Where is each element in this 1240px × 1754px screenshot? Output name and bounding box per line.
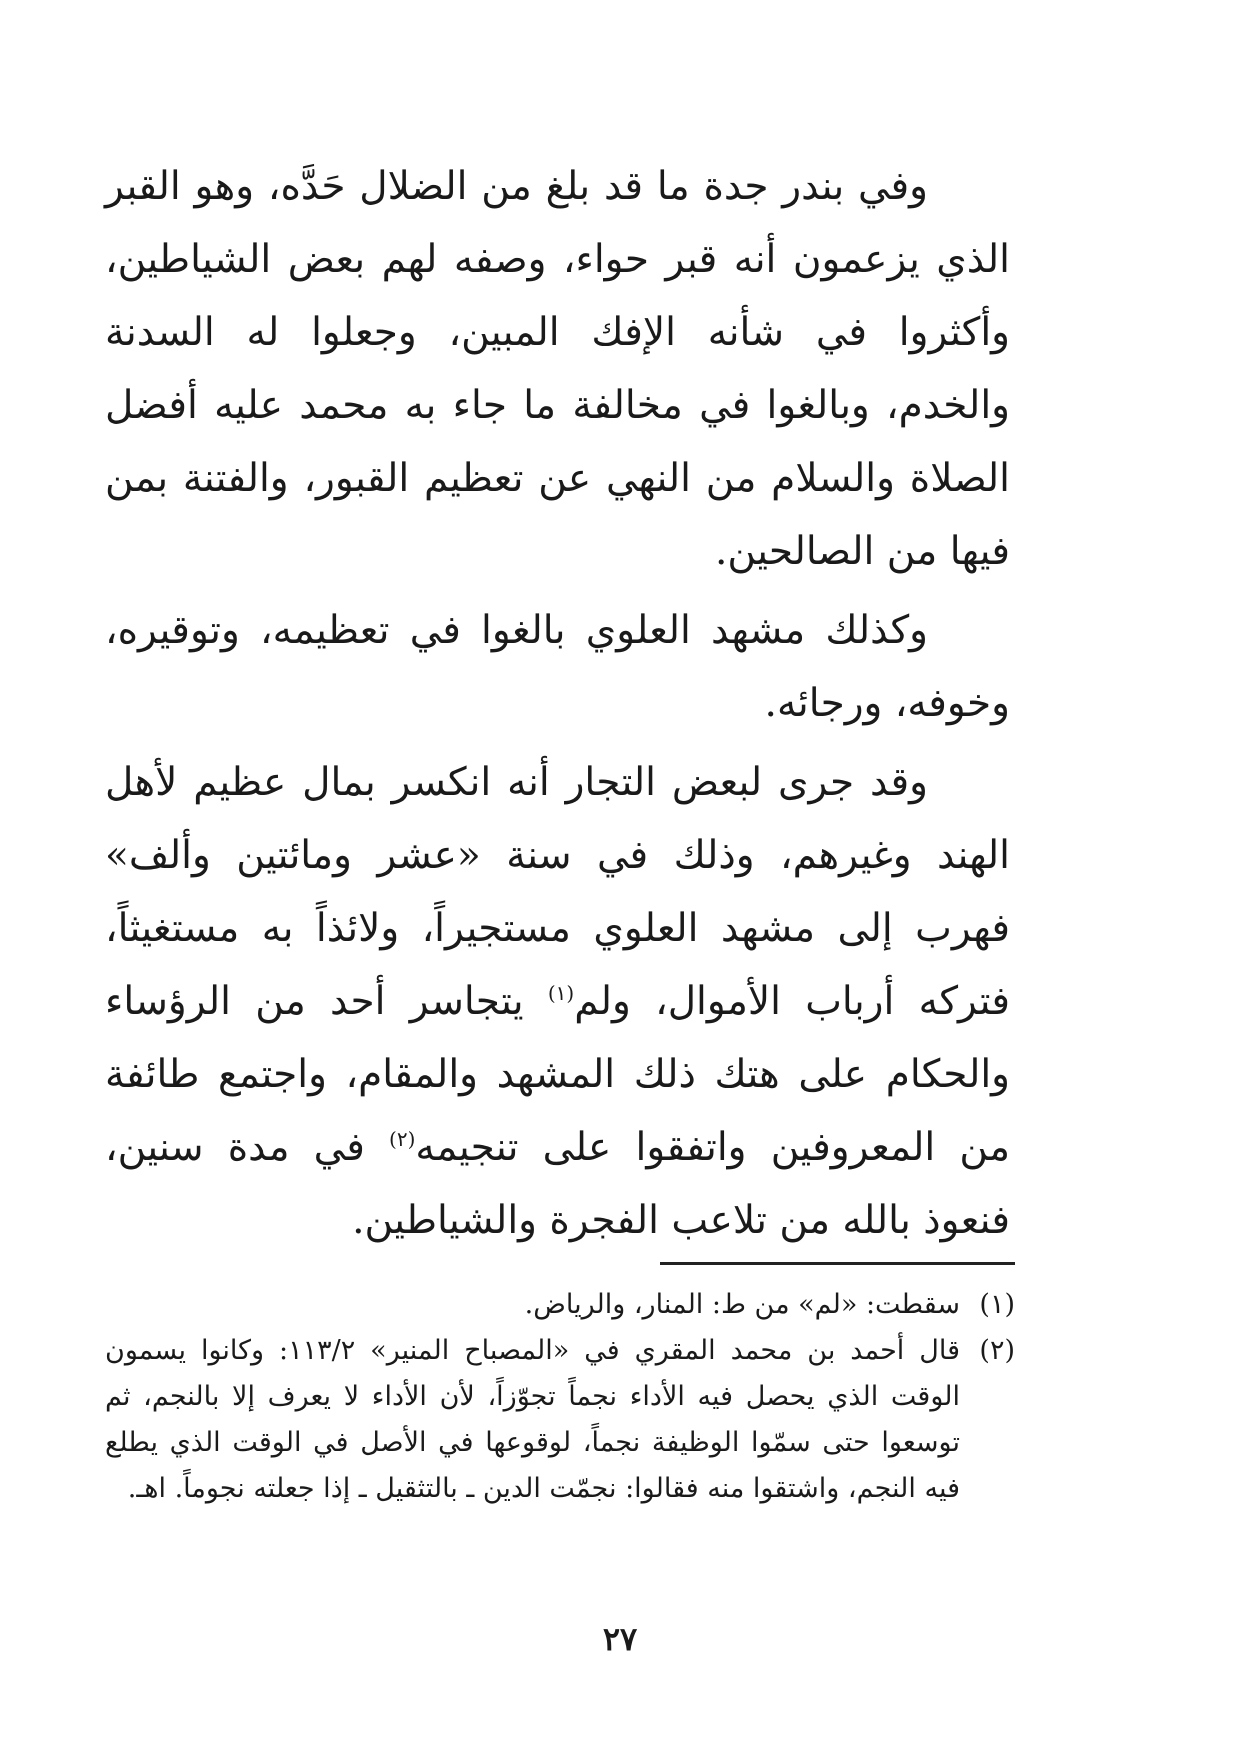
paragraph-3 bbox=[105, 746, 1010, 1257]
footnote-number: (٢) bbox=[979, 1335, 1015, 1366]
paragraph-1: وفي بندر جدة ما قد بلغ من الضلال حَدَّه، وهو القبر الذي يزعمون أنه قبر حواء، وصفه لهم بعض الشياطين، وأكثروا في شأنه الإفك المبين، وجعلوا له السدنة والخدم، وبالغوا في مخالفة ما جاء به محمد عليه أفضل الصلاة والسلام من النهي عن تعظيم القبور، والفتنة بمن فيها من الصالحين. bbox=[105, 164, 1010, 574]
footnote-1 bbox=[105, 1282, 1015, 1328]
footnote-ref-2[interactable]: (٢) bbox=[389, 1127, 416, 1151]
footnote-separator bbox=[660, 1262, 1015, 1265]
footnote-ref-1[interactable]: (١) bbox=[547, 981, 575, 1005]
paragraph-3-part-3: في مدة سنين، فنعوذ بالله من تلاعب الفجرة والشياطين. bbox=[105, 1125, 1010, 1243]
main-text bbox=[105, 150, 1010, 1257]
footnote-text: سقطت: «لم» من ط: المنار، والرياض. bbox=[524, 1289, 960, 1320]
paragraph-2: وكذلك مشهد العلوي بالغوا في تعظيمه، وتوقيره، وخوفه، ورجائه. bbox=[105, 608, 1010, 726]
page-number: ٢٧ bbox=[602, 1620, 638, 1658]
footnote-number: (١) bbox=[979, 1289, 1015, 1320]
footnote-text: قال أحمد بن محمد المقري في «المصباح المنير» ١١٣/٢: وكانوا يسمون الوقت الذي يحصل فيه الأداء نجماً تجوّزاً، لأن الأداء لا يعرف إلا بالنجم، ثم توسعوا حتى سمّوا الوظيفة نجماً، لوقوعها في الأصل في الوقت الذي يطلع فيه النجم، واشتقوا منه فقالوا: نجمّت الدين ـ بالتثقيل ـ إذا جعلته نجوماً. اهـ. bbox=[105, 1335, 960, 1504]
footnote-2 bbox=[105, 1328, 1015, 1512]
footnotes bbox=[105, 1282, 1015, 1512]
paragraph-3-part-1: وقد جرى لبعض التجار أنه انكسر بمال عظيم لأهل الهند وغيرهم، وذلك في سنة «عشر ومائتين وألف» فهرب إلى مشهد العلوي مستجيراً، ولائذاً به مستغيثاً، فتركه أرباب الأموال، ولم bbox=[105, 760, 1010, 1024]
paragraph-3-part-2: يتجاسر أحد من الرؤساء والحكام على هتك ذلك المشهد والمقام، واجتمع طائفة من المعروفين واتفقوا على تنجيمه bbox=[105, 979, 1011, 1170]
